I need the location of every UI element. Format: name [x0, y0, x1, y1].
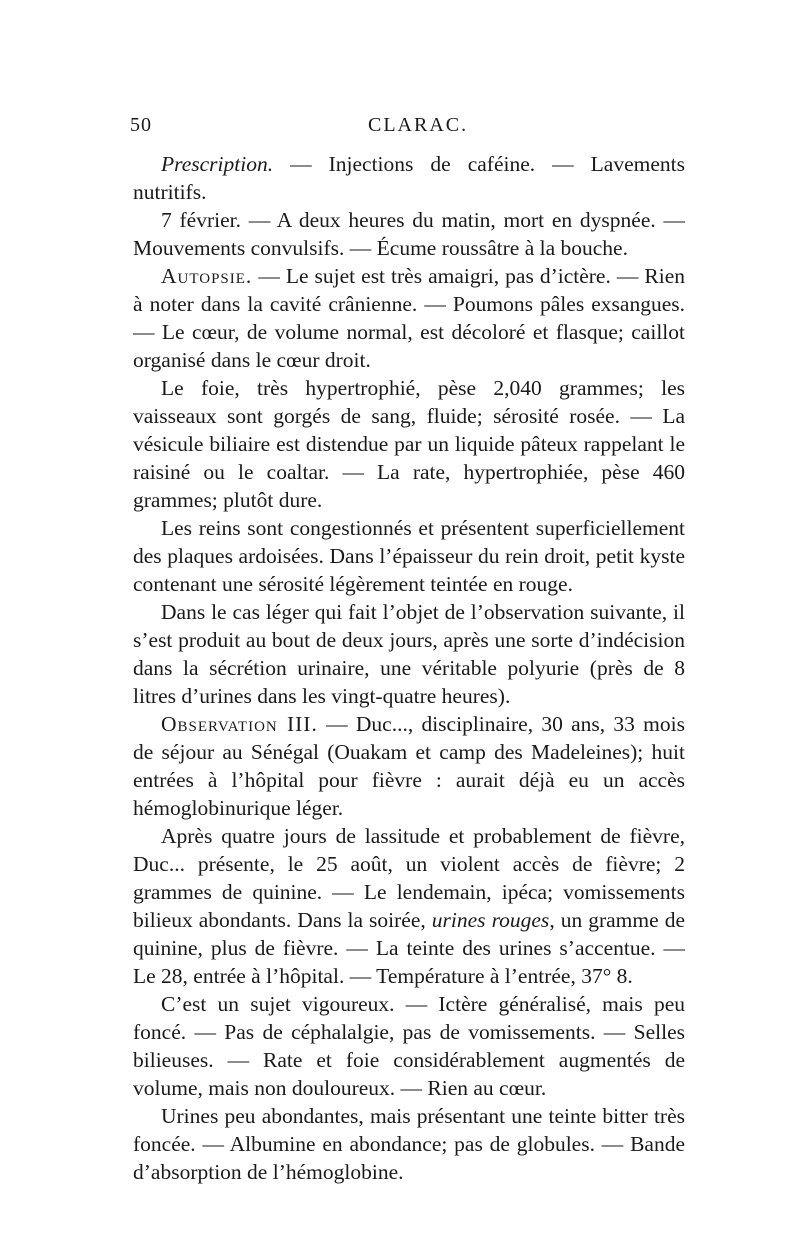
paragraph-observation-iii: [133, 710, 685, 822]
paragraph-sujet-vigoureux: [133, 990, 685, 1102]
paragraph-text: 7 février. — A deux heures du matin, mort en dyspnée. — Mouvements convulsifs. — Écume roussâtre à la bouche.: [133, 208, 685, 260]
paragraph-apres-quatre-jours: [133, 822, 685, 990]
page-header: [130, 114, 680, 144]
paragraph-reins: [133, 514, 685, 598]
urines-rouges-italic: urines rouges: [431, 908, 550, 932]
paragraph-cas-leger: [133, 598, 685, 710]
body-text: [133, 150, 685, 1186]
observation-lead: Observation III.: [161, 712, 318, 736]
paragraph-text: Les reins sont congestionnés et présentent superficiellement des plaques ardoisées. Dans l’épaisseur du rein droit, petit kyste contenant une sérosité légèrement teintée en rouge.: [133, 516, 685, 596]
paragraph-text: — Injections de caféine. — Lavements nutritifs.: [133, 152, 685, 204]
paragraph-text: — Le sujet est très amaigri, pas d’ictère. — Rien à noter dans la cavité crânienne. — Poumons pâles exsangues. — Le cœur, de volume normal, est décoloré et flasque; caillot organisé dans le cœur droit.: [133, 264, 685, 372]
paragraph-foie: [133, 374, 685, 514]
paragraph-text: Dans le cas léger qui fait l’objet de l’observation suivante, il s’est produit au bout de deux jours, après une sorte d’indécision dans la sécrétion urinaire, une véritable polyurie (près de 8 litres d’urines dans les vingt-quatre heures).: [133, 600, 685, 708]
paragraph-text: , un gramme de quinine, plus de fièvre. — La teinte des urines s’accentue. — Le 28, entrée à l’hôpital. — Température à l’entrée, 37° 8.: [133, 908, 685, 988]
autopsie-lead: Autopsie.: [161, 264, 253, 288]
paragraph-autopsie: [133, 262, 685, 374]
paragraph-text: C’est un sujet vigoureux. — Ictère généralisé, mais peu foncé. — Pas de céphalalgie, pas de vomissements. — Selles bilieuses. — Rate et foie considérablement augmentés de volume, mais non douloureux. — Rien au cœur.: [133, 992, 685, 1100]
page-number: 50: [130, 114, 152, 136]
paragraph-7-fevrier: [133, 206, 685, 262]
paragraph-prescription: [133, 150, 685, 206]
prescription-lead: Prescription.: [161, 152, 274, 176]
paragraph-text: Après quatre jours de lassitude et probablement de fièvre, Duc... présente, le 25 août, un violent accès de fièvre; 2 grammes de quinine. — Le lendemain, ipéca; vomissements bilieux abondants. Dans la soirée,: [133, 824, 685, 932]
paragraph-text: Le foie, très hypertrophié, pèse 2,040 grammes; les vaisseaux sont gorgés de sang, fluide; sérosité rosée. — La vésicule biliaire est distendue par un liquide pâteux rappelant le raisiné ou le coaltar. — La rate, hypertrophiée, pèse 460 grammes; plutôt dure.: [133, 376, 685, 512]
paragraph-urines: [133, 1102, 685, 1186]
paragraph-text: — Duc..., disciplinaire, 30 ans, 33 mois de séjour au Sénégal (Ouakam et camp des Madeleines); huit entrées à l’hôpital pour fièvre : aurait déjà eu un accès hémoglobinurique léger.: [133, 712, 685, 820]
paragraph-text: Urines peu abondantes, mais présentant une teinte bitter très foncée. — Albumine en abondance; pas de globules. — Bande d’absorption de l’hémoglobine.: [133, 1104, 685, 1184]
running-title: CLARAC.: [368, 114, 469, 136]
